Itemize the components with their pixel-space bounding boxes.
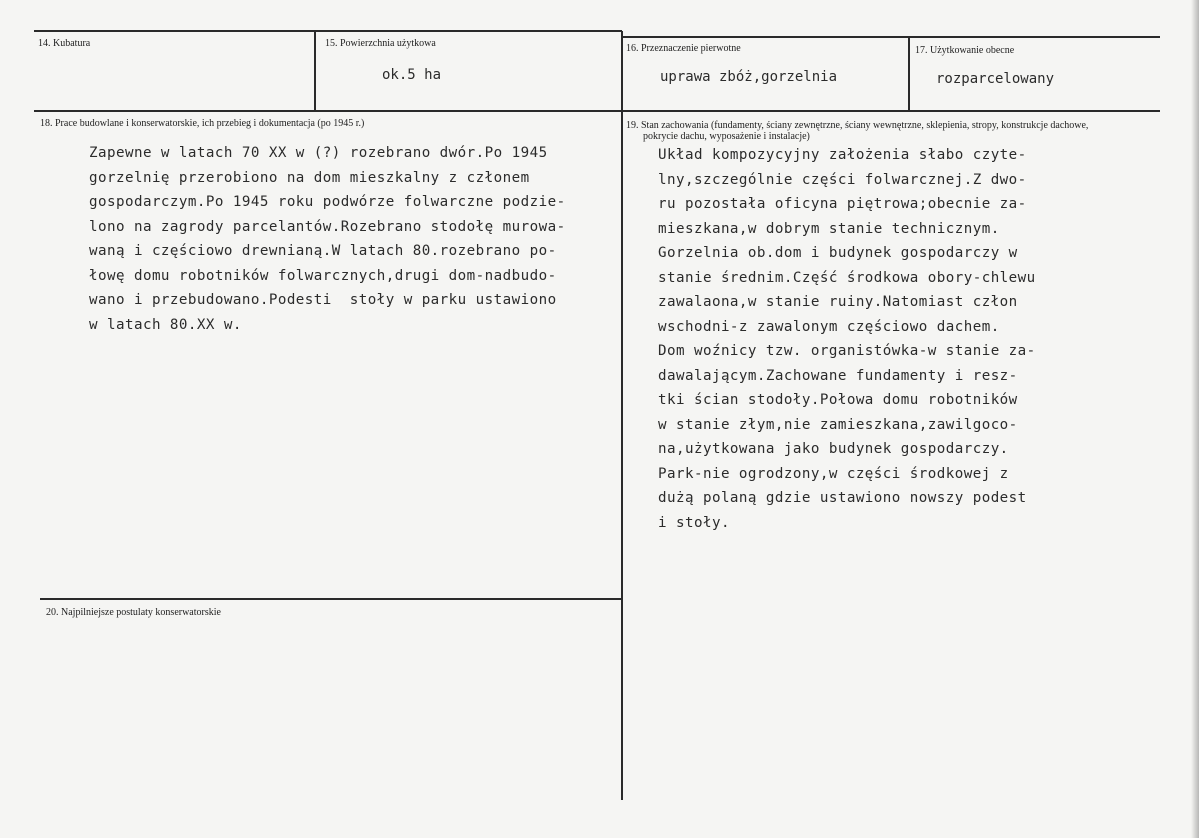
prace-line: w latach 80.XX w. (89, 316, 242, 333)
stan-line: na,użytkowana jako budynek gospodarczy. (658, 441, 1009, 457)
stan-label-line: pokrycie dachu, wyposażenie i instalacje) (643, 131, 810, 142)
prace-line: łowę domu robotników folwarcznych,drugi dom-nadbudo- (89, 267, 557, 284)
uzytkowanie-value: rozparcelowany (936, 71, 1055, 87)
kubatura-label: 14. Kubatura (38, 38, 91, 49)
prace-line: lono na zagrody parcelantów.Rozebrano stodołę murowa- (89, 218, 566, 235)
stan-line: Gorzelnia ob.dom i budynek gospodarczy w (658, 245, 1018, 261)
scan-edge-shadow (1191, 0, 1199, 838)
top-row-border-right (622, 36, 1160, 38)
stan-line: Park-nie ogrodzony,w części środkowej z (658, 465, 1009, 482)
stan-line: lny,szczególnie części folwarcznej.Z dwo- (658, 171, 1027, 188)
przeznaczenie-label: 16. Przeznaczenie pierwotne (626, 43, 741, 54)
prace-label: 18. Prace budowlane i konserwatorskie, ich przebieg i dokumentacja (po 1945 r.) (40, 118, 365, 129)
stan-line: mieszkana,w dobrym stanie technicznym. (658, 220, 1000, 237)
stan-label-line: 19. Stan zachowania (fundamenty, ściany zewnętrzne, ściany wewnętrzne, sklepienia, stropy, konstrukcje dachowe, (626, 120, 1089, 131)
stan-line: stanie średnim.Część środkowa obory-chlewu (658, 269, 1036, 286)
col-divider-16 (621, 31, 623, 800)
stan-line: dużą polaną gdzie ustawiono nowszy podest (658, 490, 1027, 506)
col-divider-17 (908, 37, 910, 111)
powierzchnia-label: 15. Powierzchnia użytkowa (325, 38, 436, 49)
postulaty-label: 20. Najpilniejsze postulaty konserwatorskie (46, 607, 221, 618)
prace-line: gorzelnię przerobiono na dom mieszkalny z członem (89, 169, 530, 186)
stan-line: zawalaona,w stanie ruiny.Natomiast człon (658, 294, 1018, 310)
prace-line: gospodarczym.Po 1945 roku podwórze folwarczne podzie- (89, 194, 566, 210)
przeznaczenie-value: uprawa zbóż,gorzelnia (660, 69, 838, 85)
stan-line: wschodni-z zawalonym częściowo dachem. (658, 318, 1000, 335)
stan-line: dawalającym.Zachowane fundamenty i resz- (658, 367, 1018, 384)
prace-line: waną i częściowo drewnianą.W latach 80.rozebrano po- (89, 243, 557, 259)
top-row-border (34, 30, 622, 32)
col-divider-15 (314, 31, 316, 111)
stan-label (626, 120, 1156, 142)
powierzchnia-value: ok.5 ha (382, 67, 442, 83)
prace-text (89, 141, 566, 337)
stan-line: ru pozostała oficyna piętrowa;obecnie za- (658, 196, 1027, 212)
uzytkowanie-label: 17. Użytkowanie obecne (915, 45, 1015, 56)
stan-line: w stanie złym,nie zamieszkana,zawilgoco- (658, 416, 1018, 433)
section-20-border (40, 598, 622, 600)
stan-line: tki ścian stodoły.Połowa domu robotników (658, 392, 1018, 408)
stan-line: Układ kompozycyjny założenia słabo czyte- (658, 147, 1027, 163)
stan-text (658, 143, 1036, 535)
row-divider (34, 110, 1160, 112)
prace-line: wano i przebudowano.Podesti stoły w parku ustawiono (89, 292, 557, 308)
stan-line: Dom woźnicy tzw. organistówka-w stanie za- (658, 343, 1036, 359)
prace-line: Zapewne w latach 70 XX w (?) rozebrano dwór.Po 1945 (89, 145, 548, 161)
stan-line: i stoły. (658, 514, 730, 531)
